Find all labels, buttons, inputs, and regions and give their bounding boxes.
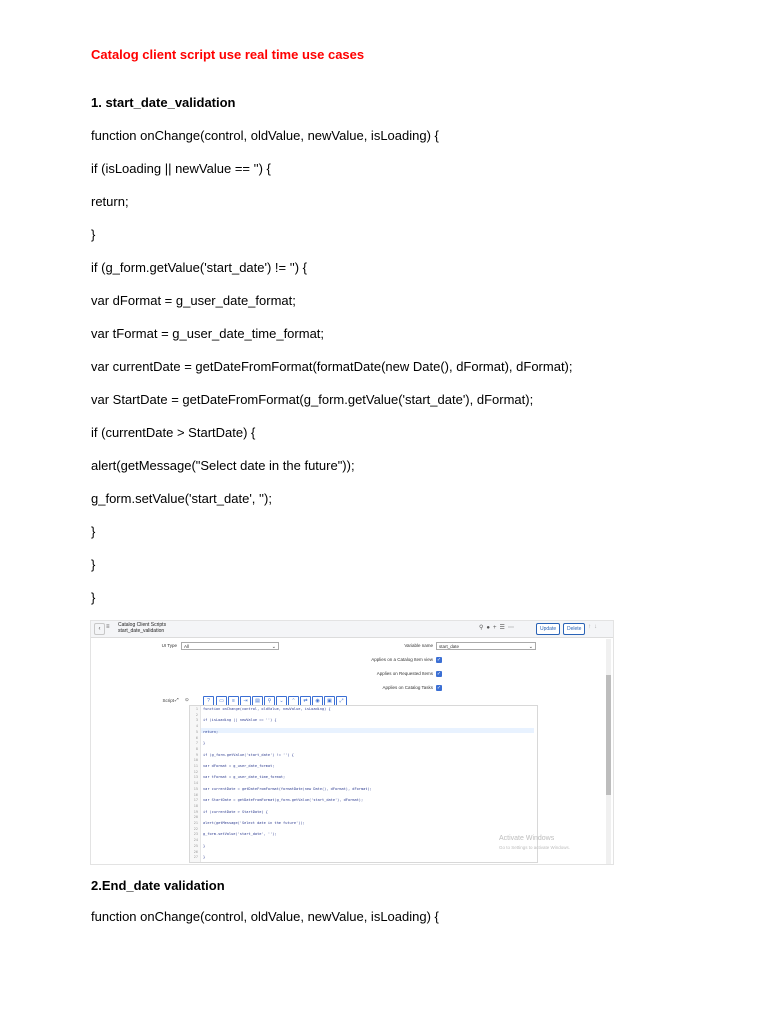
applies-requested-checkbox[interactable]: ✓ (436, 671, 442, 677)
help-icon[interactable]: ? (203, 696, 214, 706)
script-line: var currentDate = getDateFromFormat(formatDate(new Date(), dFormat), dFormat); (203, 786, 372, 791)
form-header (91, 621, 613, 638)
line-number-gutter: 1 2 3 4 5 6 7 8 9 10 11 12 13 14 15 16 17 18 19 20 21 22 23 24 25 26 27 (190, 706, 201, 862)
code-line: var dFormat = g_user_date_format; (91, 293, 296, 308)
code-line: var currentDate = getDateFromFormat(formatDate(new Date(), dFormat), dFormat); (91, 359, 573, 374)
script-line: } (203, 843, 206, 848)
script-editor[interactable] (189, 705, 538, 863)
variable-name-label: Variable name (404, 643, 433, 648)
fullscreen-icon[interactable]: ⤢ (336, 696, 347, 706)
code-line: if (isLoading || newValue == '') { (91, 161, 271, 176)
menu-icon[interactable]: ≡ (106, 624, 110, 630)
page-scrollbar-thumb[interactable] (606, 675, 611, 795)
embedded-screenshot (90, 620, 614, 865)
form-header-subtitle: start_date_validation (118, 628, 165, 634)
script-line: var tFormat = g_user_date_time_format; (203, 775, 286, 780)
code-line: var StartDate = getDateFromFormat(g_form.getValue('start_date'), dFormat); (91, 392, 534, 407)
ui-type-label: UI Type (161, 643, 177, 648)
chevron-up-icon[interactable]: ⌃ (288, 696, 299, 706)
script-line: if (currentDate > StartDate) { (203, 809, 268, 814)
document-title: Catalog client script use real time use cases (91, 47, 365, 62)
back-icon[interactable]: ‹ (94, 623, 105, 635)
ui-type-value: All (184, 644, 190, 649)
script-line: return; (203, 729, 219, 734)
code-line: if (g_form.getValue('start_date') != '') { (91, 260, 307, 275)
code-line: return; (91, 194, 129, 209)
variable-name-value: start_date (439, 644, 460, 649)
code-line: if (currentDate > StartDate) { (91, 425, 256, 440)
script-line: if (isLoading || newValue == '') { (203, 718, 277, 723)
script-line: g_form.setValue('start_date', ''); (203, 832, 277, 837)
delete-button[interactable]: Delete (563, 623, 585, 635)
code-line: } (91, 227, 96, 242)
activate-windows-watermark: Activate Windows (499, 835, 555, 842)
code-line: alert(getMessage("Select date in the future")); (91, 458, 355, 473)
page-scrollbar[interactable] (606, 639, 611, 864)
applies-tasks-label: Applies on Catalog Tasks (382, 685, 433, 690)
current-line-highlight (201, 728, 534, 733)
script-line: var StartDate = getDateFromFormat(g_form.getValue('start_date'), dFormat); (203, 798, 364, 803)
code-line: function onChange(control, oldValue, newValue, isLoading) { (91, 128, 439, 143)
up-arrow-icon[interactable]: ↑ (588, 624, 594, 630)
script-line: } (203, 741, 206, 746)
settings-icon[interactable]: ☰ (499, 625, 508, 631)
format-icon[interactable]: ≡ (228, 696, 239, 706)
indent-icon[interactable]: ⇥ (240, 696, 251, 706)
code-line: function onChange(control, oldValue, newValue, isLoading) { (91, 909, 439, 924)
replace-icon[interactable]: ⇄ (300, 696, 311, 706)
activate-windows-hint: Go to Settings to activate Windows. (499, 845, 571, 850)
script-line: if (g_form.getValue('start_date') != '') { (203, 752, 294, 757)
ui-type-select[interactable] (181, 642, 279, 650)
script-label: Script (162, 698, 174, 703)
variable-name-select[interactable] (436, 642, 536, 650)
applies-catalog-label: Applies on a Catalog Item view (371, 657, 433, 662)
code-line: } (91, 557, 96, 572)
section-heading-end-date: 2.End_date validation (91, 878, 225, 893)
add-icon[interactable]: + (493, 625, 500, 631)
chevron-down-icon: ⌄ (271, 644, 276, 650)
applies-tasks-checkbox[interactable]: ✓ (436, 685, 442, 691)
toggle-icon[interactable]: ▤ (252, 696, 263, 706)
record-nav (588, 624, 600, 630)
code-line: } (91, 590, 96, 605)
script-line: var dFormat = g_user_date_format; (203, 764, 275, 768)
applies-catalog-checkbox[interactable]: ✓ (436, 657, 442, 663)
form-header-title: Catalog Client Scripts (118, 622, 167, 628)
search-icon[interactable]: ⚲ (264, 696, 275, 706)
script-expand-icon[interactable]: ⤢ (175, 697, 179, 702)
down-arrow-icon[interactable]: ↓ (594, 624, 600, 630)
more-icon[interactable]: ⋯ (507, 625, 517, 631)
info-icon[interactable]: ● (486, 625, 494, 631)
comment-icon[interactable]: ▭ (216, 696, 227, 706)
script-line: } (203, 855, 206, 860)
save-icon[interactable]: ▣ (324, 696, 335, 706)
update-button[interactable]: Update (536, 623, 560, 635)
attach-icon[interactable]: ⚲ (479, 625, 487, 631)
header-tools (479, 624, 517, 631)
debug-icon[interactable]: ◉ (312, 696, 323, 706)
code-line: var tFormat = g_user_date_time_format; (91, 326, 325, 341)
chevron-down-icon[interactable]: ⌄ (276, 696, 287, 706)
history-icon[interactable]: ⊙ (185, 697, 189, 702)
code-line: g_form.setValue('start_date', ''); (91, 491, 272, 506)
applies-requested-label: Applies on Requested Items (376, 671, 433, 676)
section-heading-start-date: 1. start_date_validation (91, 95, 236, 110)
code-line: } (91, 524, 96, 539)
chevron-down-icon: ⌄ (528, 644, 533, 650)
script-line: function onChange(control, oldValue, newValue, isLoading) { (203, 707, 331, 711)
script-line: alert(getMessage('Select date in the future')); (203, 821, 305, 825)
